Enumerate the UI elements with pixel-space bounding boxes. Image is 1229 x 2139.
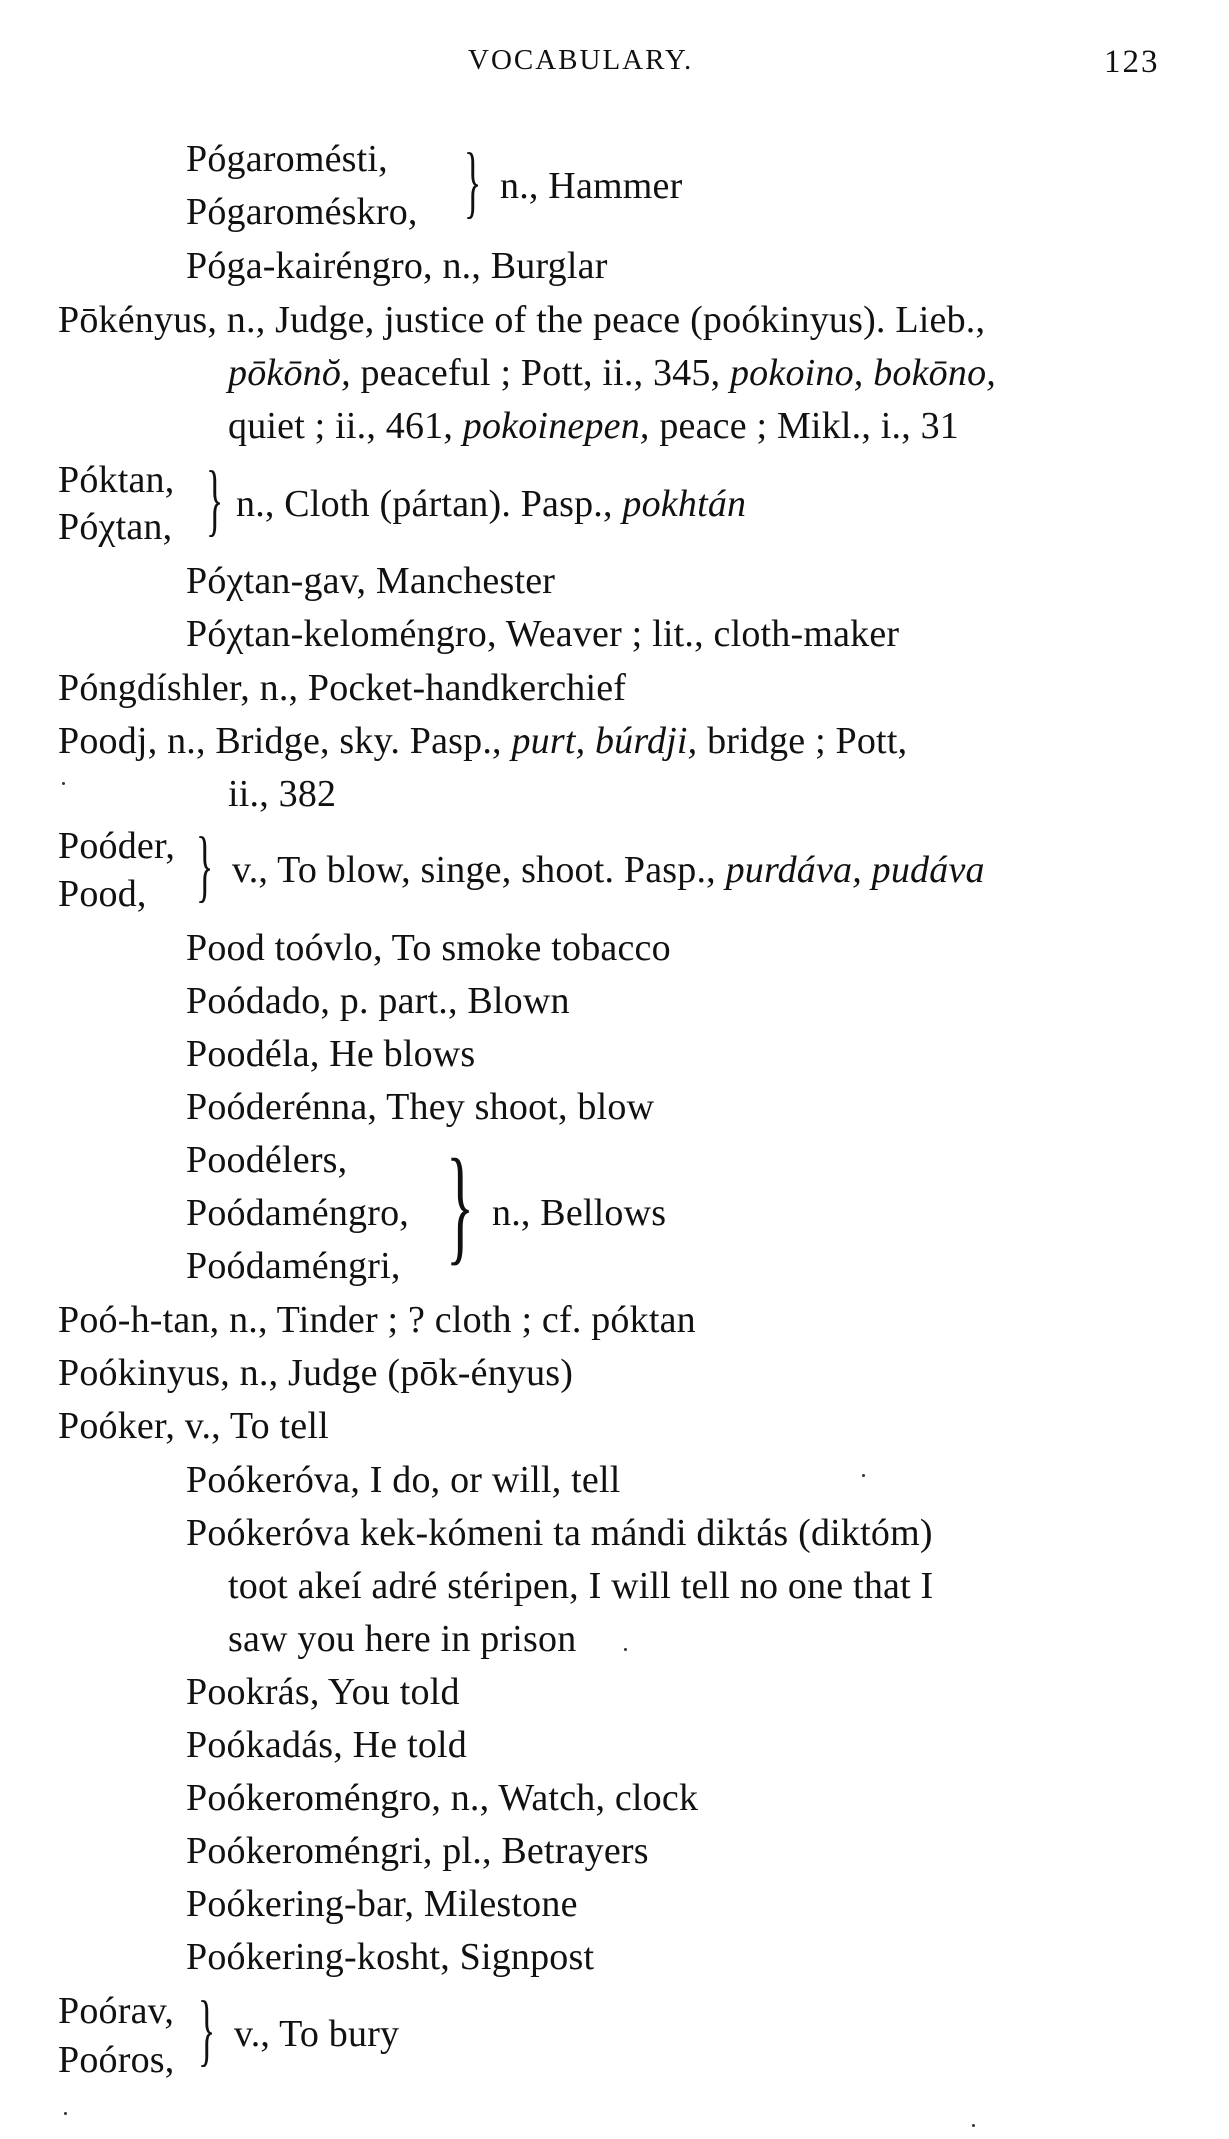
print-speck — [862, 1474, 865, 1477]
etymon: pokoino, bokōno, — [729, 352, 996, 394]
text: bridge ; Pott, — [697, 720, 908, 762]
entry-pongdishler: Póngdíshler, n., Pocket-handkerchief — [58, 667, 627, 709]
print-speck — [972, 2124, 975, 2127]
entry-poodj-cont: ii., 382 — [228, 773, 337, 815]
entry-pookerova: Poókeróva, I do, or will, tell — [186, 1459, 621, 1501]
text: quiet ; ii., 461, — [228, 405, 463, 447]
brace: } — [446, 1133, 475, 1277]
etymon: pokhtán — [622, 483, 747, 525]
brace: } — [464, 138, 482, 226]
print-speck — [624, 1648, 627, 1651]
text: peaceful ; Pott, ii., 345, — [350, 352, 730, 394]
gloss-bury: v., To bury — [234, 2013, 400, 2055]
print-speck — [62, 782, 65, 785]
entry-pookinyus: Poókinyus, n., Judge (pōk-ényus) — [58, 1352, 574, 1394]
gloss-blow — [232, 846, 985, 894]
running-head: VOCABULARY. — [468, 44, 694, 76]
etymon: pōkōnŏ, — [228, 352, 351, 394]
text: Poodj, n., Bridge, sky. Pasp., — [58, 720, 512, 762]
brace: } — [196, 822, 214, 910]
entry-pooros: Poóros, — [58, 2039, 175, 2081]
entry-poo-h-tan: Poó-h-tan, n., Tinder ; ? cloth ; cf. póktan — [58, 1299, 696, 1341]
brace: } — [198, 1986, 216, 2074]
entry-pookering-kosht: Poókering-kosht, Signpost — [186, 1936, 595, 1978]
text: v., To blow, singe, shoot. Pasp., — [232, 849, 726, 891]
entry-pookerova-kek: Poókeróva kek-kómeni ta mándi diktás (diktóm) — [186, 1512, 933, 1554]
gloss-cloth — [236, 480, 746, 528]
entry-poga-kairengro: Póga-kairéngro, n., Burglar — [186, 245, 608, 287]
entry-poodelers: Poodélers, — [186, 1139, 348, 1181]
entry-pokhtan: Póχtan, — [58, 506, 173, 548]
entry-pooker: Poóker, v., To tell — [58, 1405, 329, 1447]
entry-poodela: Poodéla, He blows — [186, 1033, 476, 1075]
entry-pookerova-kek-cont: toot akeí adré stéripen, I will tell no one that I — [228, 1565, 934, 1607]
entry-pookeromengro: Poókeroméngro, n., Watch, clock — [186, 1777, 699, 1819]
entry-poodeenna: Poóderénna, They shoot, blow — [186, 1086, 655, 1128]
entry-pookadas: Poókadás, He told — [186, 1724, 467, 1766]
entry-poodado: Poódado, p. part., Blown — [186, 980, 570, 1022]
brace: } — [206, 456, 224, 544]
entry-pookras: Pookrás, You told — [186, 1671, 460, 1713]
entry-pookerova-kek-cont: saw you here in prison — [228, 1618, 577, 1660]
etymon: purdáva, pudáva — [725, 849, 985, 891]
print-speck — [64, 2112, 67, 2115]
entry-pokhtan-gav: Póχtan-gav, Manchester — [186, 560, 556, 602]
entry-poorav: Poórav, — [58, 1990, 175, 2032]
entry-poodamengro: Poódaméngro, — [186, 1192, 409, 1234]
entry-pokenyus: Pōkényus, n., Judge, justice of the peace (poókinyus). Lieb., — [58, 299, 986, 341]
gloss-hammer: n., Hammer — [500, 165, 683, 207]
entry-poodamengri: Poódaméngri, — [186, 1245, 401, 1287]
page-number: 123 — [1104, 44, 1160, 80]
text: peace ; Mikl., i., 31 — [649, 405, 960, 447]
entry-pookering-bar: Poókering-bar, Milestone — [186, 1883, 578, 1925]
etymon: purt, búrdji, — [511, 720, 698, 762]
entry-pokhtan-kelomengro: Póχtan-keloméngro, Weaver ; lit., cloth-maker — [186, 613, 900, 655]
entry-pood: Pood, — [58, 873, 147, 915]
entry-pookeromengri: Poókeroméngri, pl., Betrayers — [186, 1830, 649, 1872]
entry-pooder: Poóder, — [58, 825, 176, 867]
entry-poodj — [58, 717, 907, 765]
entry-poktan: Póktan, — [58, 459, 175, 501]
etymon: pokoinepen, — [462, 405, 650, 447]
text: n., Cloth (pártan). Pasp., — [236, 483, 623, 525]
gloss-bellows: n., Bellows — [492, 1192, 667, 1234]
entry-pokenyus-cont — [228, 402, 959, 450]
entry-pogaromeskro: Pógaroméskro, — [186, 191, 418, 233]
entry-pokenyus-cont — [228, 349, 996, 397]
entry-pogaromesti: Pógaromésti, — [186, 138, 388, 180]
entry-pood-toovlo: Pood toóvlo, To smoke tobacco — [186, 927, 671, 969]
